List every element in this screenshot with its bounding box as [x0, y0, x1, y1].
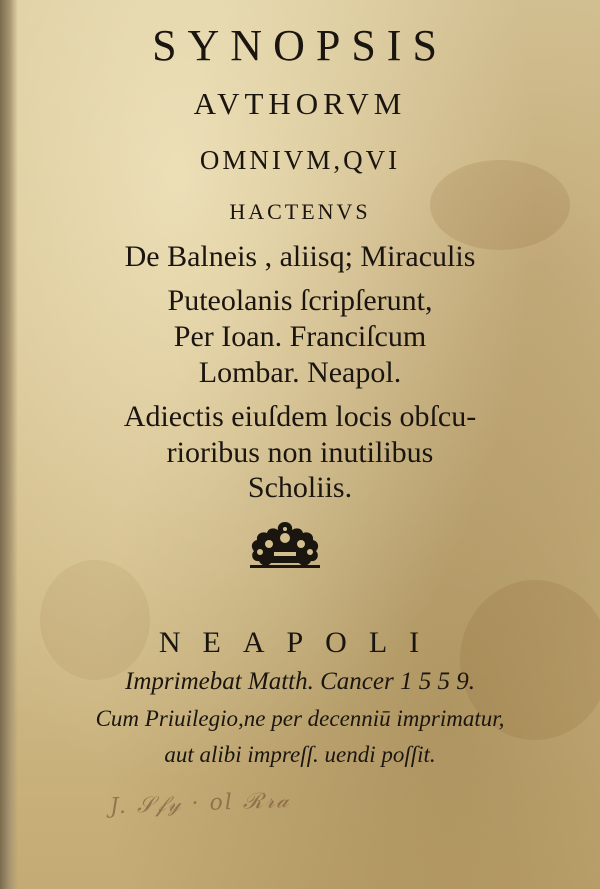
imprint-printer: Imprimebat Matth. Cancer 1 5 5 9.: [125, 668, 475, 695]
title-authorum: AVTHORVM: [193, 86, 407, 121]
handwritten-signature: J. 𝒮𝒻𝓎 · ol ℛ𝓇𝒶: [109, 787, 291, 820]
subtitle-line-1: De Balneis , aliisq; Miraculis: [124, 240, 476, 273]
author-line-2: Lombar. Neapol.: [198, 356, 402, 389]
printer-fleuron-ornament-icon: [244, 518, 326, 570]
scholia-line-1: Adiectis eiuſdem locis obſcu-: [123, 400, 477, 433]
title-omnium: OMNIVM,QVI: [199, 145, 401, 175]
privilege-line-1: Cum Priuilegio,ne per decenniū imprimatur,: [95, 706, 505, 731]
subtitle-line-2: Puteolanis ſcripſerunt,: [167, 284, 433, 317]
paper-stain: [40, 560, 150, 680]
scholia-line-2: rioribus non inutilibus: [166, 436, 434, 469]
scholia-line-3: Scholiis.: [247, 471, 353, 504]
title-hactenus: HACTENVS: [229, 199, 371, 224]
imprint-place: NEAPOLI: [158, 626, 442, 659]
privilege-line-2: aut alibi impreſſ. uendi poſſit.: [164, 742, 436, 767]
title-synopsis: SYNOPSIS: [152, 21, 448, 70]
author-line-1: Per Ioan. Franciſcum: [173, 320, 427, 353]
